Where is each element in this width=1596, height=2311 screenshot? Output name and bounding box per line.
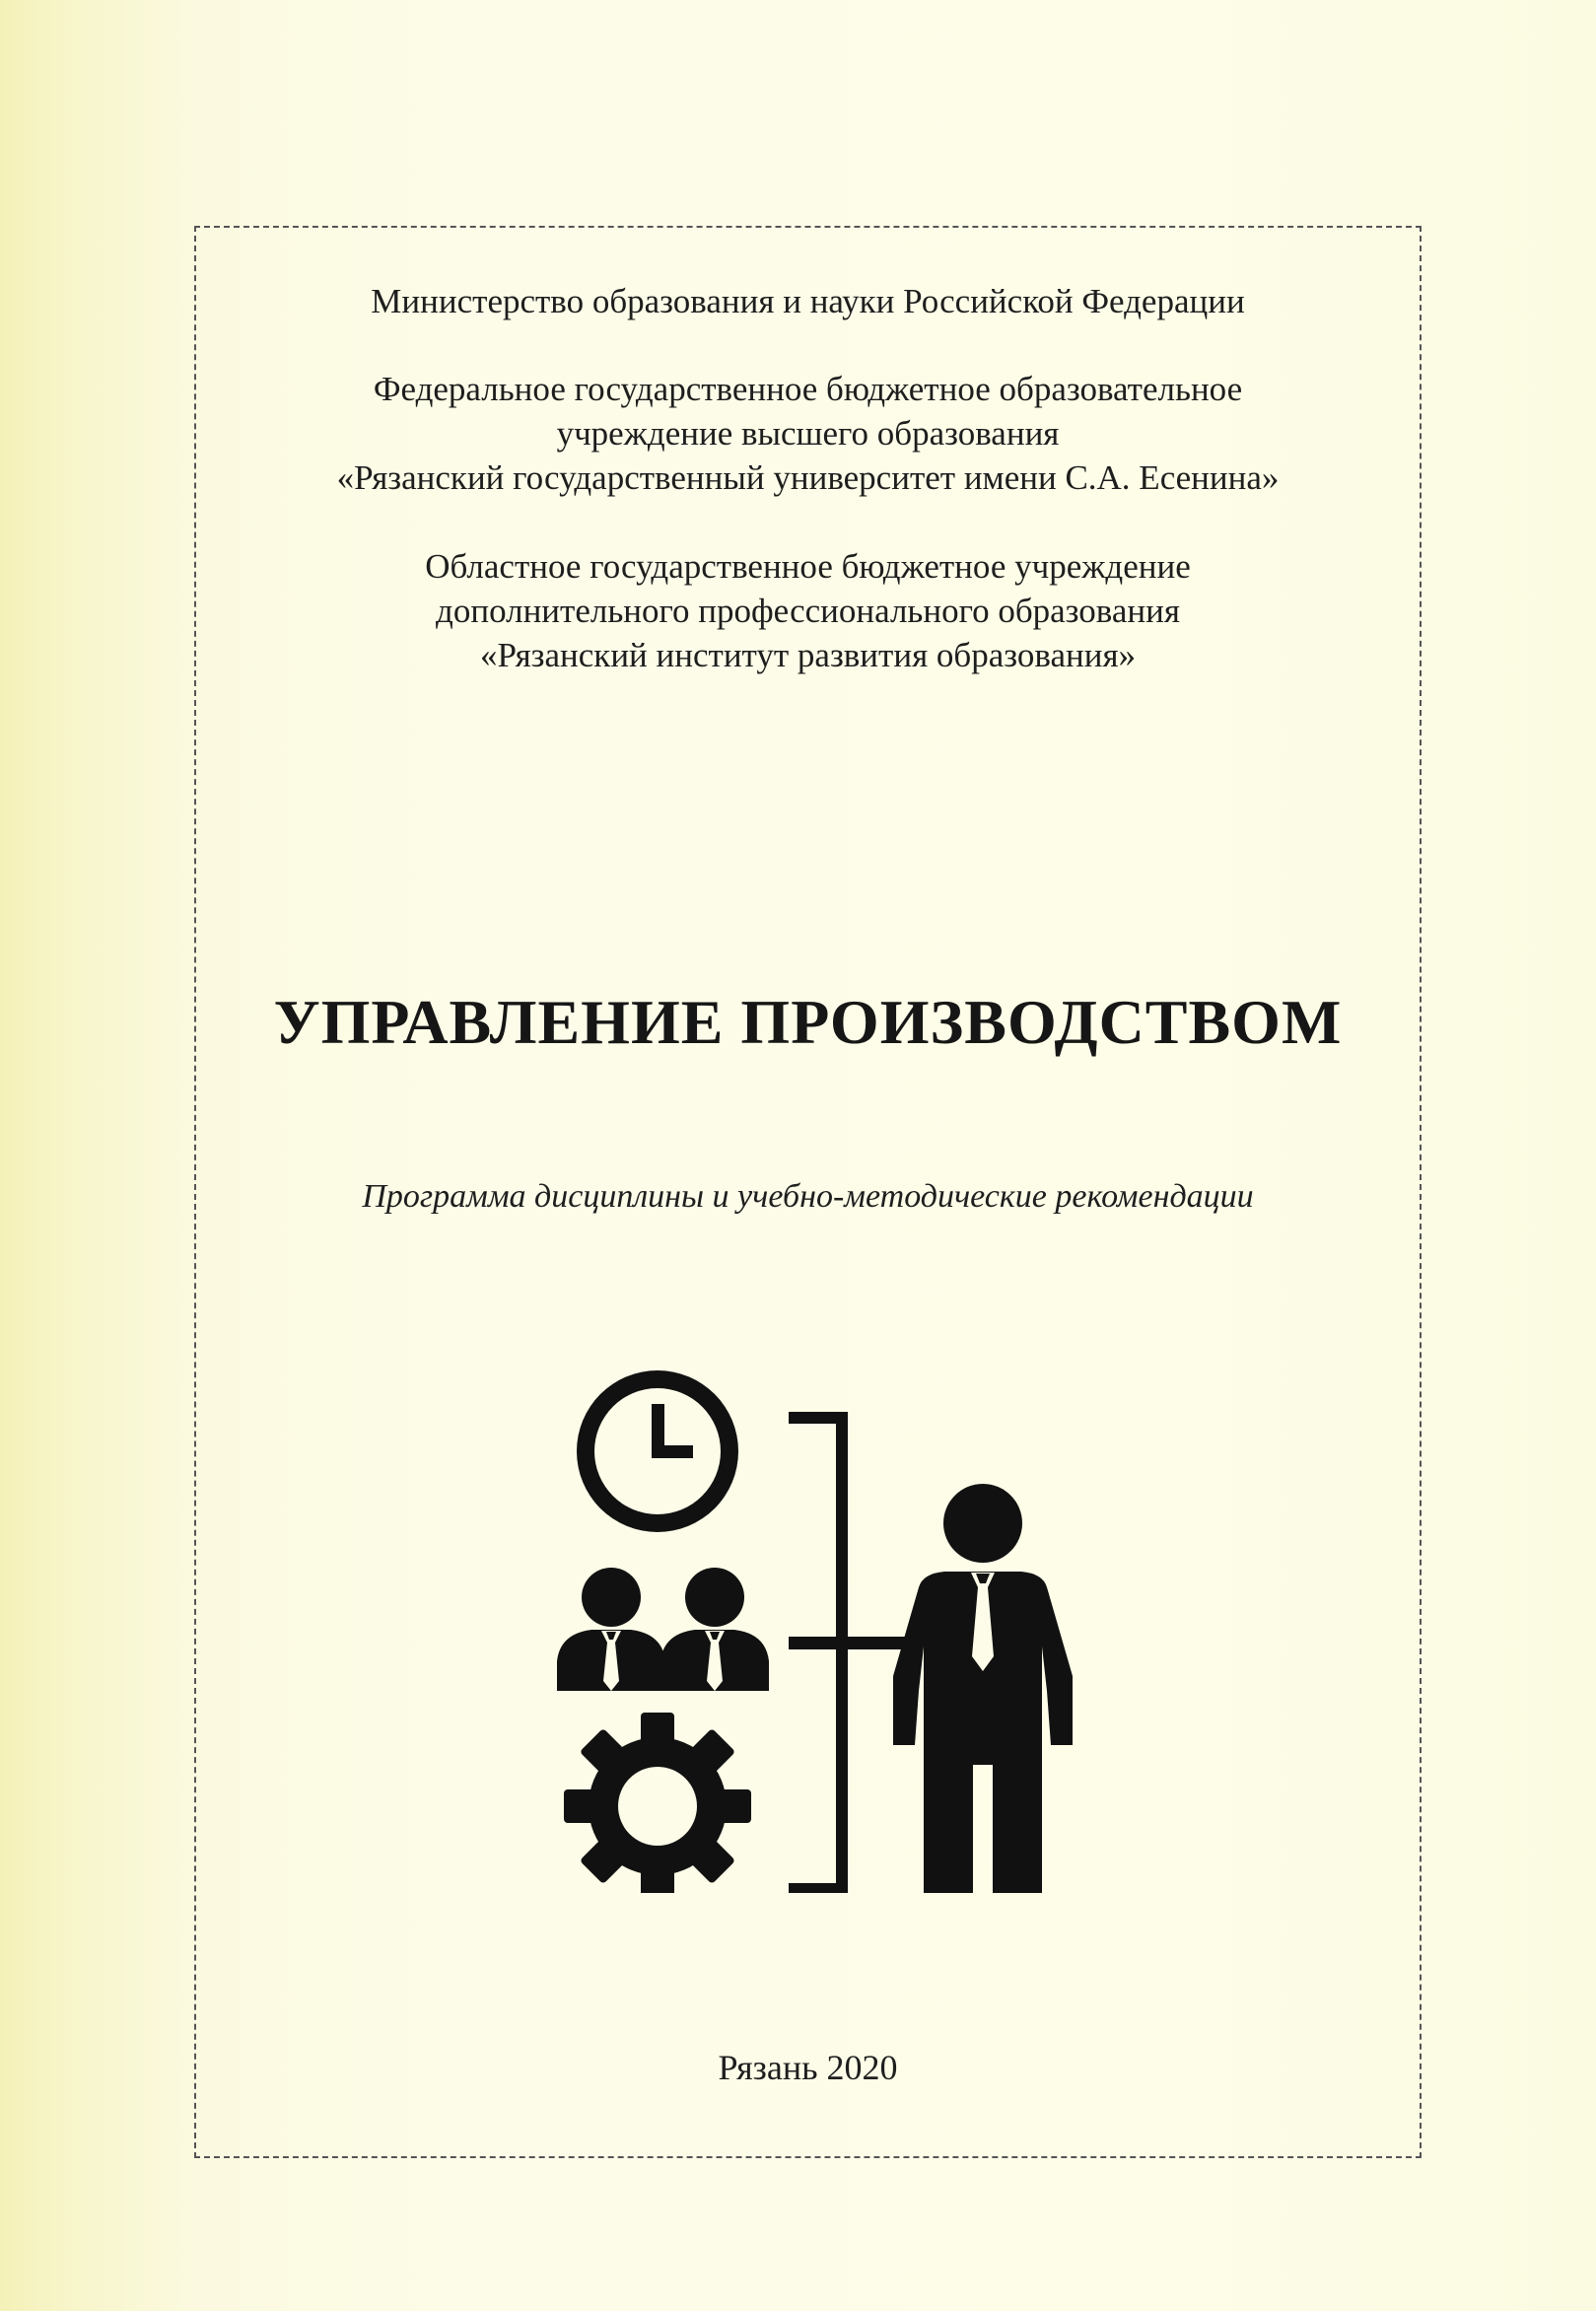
book-title: УПРАВЛЕНИЕ ПРОИЗВОДСТВОМ — [273, 987, 1343, 1057]
team-member-right-icon — [660, 1568, 769, 1691]
institute-line-3: «Рязанский институт развития образования» — [479, 636, 1137, 674]
institute-line-1: Областное государственное бюджетное учреждение — [425, 547, 1191, 586]
management-emblem — [552, 1351, 1084, 1893]
ministry-heading — [194, 279, 1422, 323]
university-line-2: учреждение высшего образования — [556, 414, 1060, 453]
university-line-3: «Рязанский государственный университет имени С.А. Есенина» — [336, 458, 1280, 497]
book-subtitle: Программа дисциплины и учебно-методические рекомендации — [362, 1178, 1254, 1215]
team-member-left-icon — [557, 1568, 665, 1691]
clock-icon — [577, 1370, 738, 1532]
university-heading — [194, 367, 1422, 500]
gear-icon — [564, 1713, 751, 1893]
university-line-1: Федеральное государственное бюджетное образовательное — [373, 370, 1243, 408]
bracket-connector — [789, 1412, 907, 1893]
institute-line-2: дополнительного профессионального образования — [436, 592, 1180, 630]
city-year: Рязань 2020 — [718, 2048, 898, 2087]
manager-icon — [893, 1484, 1073, 1893]
ministry-line: Министерство образования и науки Российской Федерации — [371, 282, 1245, 320]
institute-heading — [194, 544, 1422, 677]
team-icon — [557, 1568, 769, 1691]
